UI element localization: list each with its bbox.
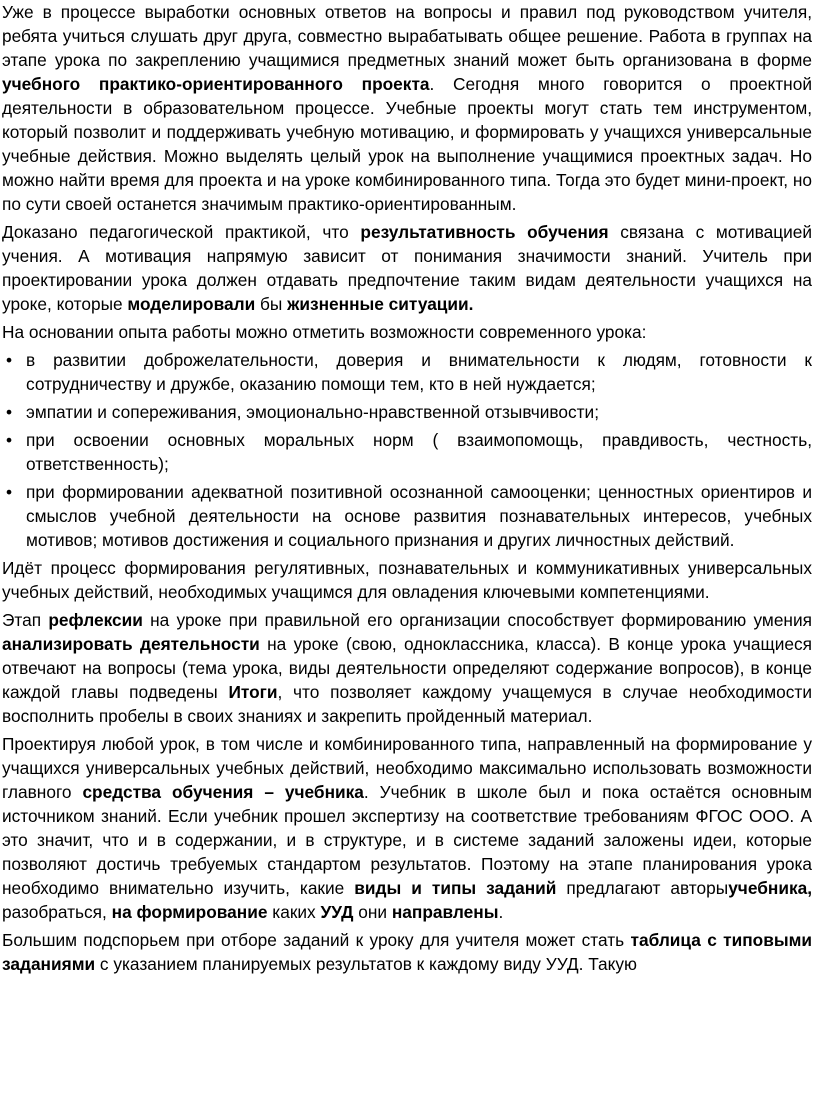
paragraph-lesson-possibilities-intro [2, 320, 812, 344]
bullet-icon: • [6, 430, 13, 450]
text-run: Доказано педагогической практикой, что [2, 222, 361, 242]
text-run: Большим подспорьем при отборе заданий к уроку для учителя может стать [2, 930, 631, 950]
list-item-text: в развитии доброжелательности, доверия и внимательности к людям, готовности к сотрудничеству и дружбе, оказанию помощи тем, кто в ней нуждается; [26, 350, 812, 394]
list-item [2, 428, 812, 476]
possibilities-list [2, 348, 812, 552]
list-item [2, 480, 812, 552]
bullet-icon: • [6, 350, 13, 370]
bold-text-run: анализировать деятельности [2, 634, 260, 654]
text-run: , что позволяет каждому учащемуся в случае необходимости восполнить пробелы в своих знаниях и закрепить пройденный материал. [2, 682, 812, 726]
text-run: Проектируя любой урок, в том числе и комбинированного типа, направленный на формирование у учащихся универсальных учебных действий, необходимо максимально использовать возможности главного [2, 734, 812, 802]
bold-text-run: моделировали [127, 294, 256, 314]
bullet-icon: • [6, 482, 13, 502]
paragraph-reflection [2, 608, 812, 728]
bold-text-run: УУД [320, 902, 354, 922]
bold-text-run: направлены [391, 902, 499, 922]
text-run: . Учебник в школе был и пока остаётся основным источником знаний. Если учебник прошел экспертизу на соответствие требованиям ФГОС ООО. А это значит, что и в содержании, и в структуре, и в системе заданий заложены идеи, которые позволяют достичь требуемых стандартом результатов. Поэтому на этапе планирования урока необходимо внимательно изучить, какие [2, 782, 812, 898]
bold-text-run: Итоги [228, 682, 278, 702]
paragraph-project-work [2, 0, 812, 216]
text-run: предлагают авторы [556, 878, 729, 898]
bold-text-run: учебного практико-ориентированного проекта [2, 74, 430, 94]
text-run: На основании опыта работы можно отметить возможности современного урока: [2, 322, 647, 342]
list-item-text: при освоении основных моральных норм ( взаимопомощь, правдивость, честность, ответственность); [26, 430, 812, 474]
text-run: Этап [2, 610, 49, 630]
bullet-icon: • [6, 402, 13, 422]
list-item [2, 400, 812, 424]
text-run: Уже в процессе выработки основных ответов на вопросы и правил под руководством учителя, ребята учиться слушать друг друга, совместно вырабатывать общее решение. Работа в группах на этапе урока по закреплению учащимися предметных знаний может быть организована в форме [2, 2, 812, 70]
text-run: . Сегодня много говорится о проектной деятельности в образовательном процессе. Учебные проекты могут стать тем инструментом, который позволит и поддерживать учебную мотивацию, и формировать у учащихся универсальные учебные действия. Можно выделять целый урок на выполнение учащимися проектных задач. Но можно найти время для проекта и на уроке комбинированного типа. Тогда это будет мини-проект, но по сути своей останется значимым практико-ориентированным. [2, 74, 812, 214]
bold-text-run: виды и типы заданий [354, 878, 557, 898]
text-run: с указанием планируемых результатов к каждому виду УУД. Такую [95, 954, 637, 974]
bold-text-run: учебника, [728, 878, 813, 898]
text-run: каких [267, 902, 321, 922]
text-run: связана с мотивацией учения. А мотивация напрямую зависит от понимания значимости знаний. Учитель при проектировании урока должен отдавать предпочтение таким видам деятельности учащихся на уроке, которые [2, 222, 813, 314]
text-run: Идёт процесс формирования регулятивных, познавательных и коммуникативных универсальных учебных действий, необходимых учащимся для овладения ключевыми компетенциями. [2, 558, 812, 602]
text-run: . [498, 902, 504, 922]
paragraph-learning-results [2, 220, 812, 316]
bold-text-run: рефлексии [48, 610, 143, 630]
text-run: на уроке при правильной его организации способствует формированию умения [142, 610, 812, 630]
paragraph-textbook [2, 732, 812, 924]
list-item [2, 348, 812, 396]
text-run: разобраться, [2, 902, 112, 922]
text-run: на уроке (свою, одноклассника, класса). В конце урока учащиеся отвечают на вопросы (тема урока, виды деятельности определяют содержание вопросов), в конце каждой главы подведены [2, 634, 812, 702]
text-run: они [353, 902, 392, 922]
paragraph-uud-formation [2, 556, 812, 604]
bold-text-run: таблица с типовыми заданиями [2, 930, 813, 974]
bold-text-run: результативность обучения [360, 222, 609, 242]
list-item-text: эмпатии и сопереживания, эмоционально-нравственной отзывчивости; [26, 402, 600, 422]
bold-text-run: на формирование [111, 902, 268, 922]
paragraph-task-table [2, 928, 812, 976]
bold-text-run: средства обучения – учебника [82, 782, 364, 802]
text-run: бы [255, 294, 288, 314]
list-item-text: при формировании адекватной позитивной осознанной самооценки; ценностных ориентиров и смыслов учебной деятельности на основе развития познавательных интересов, учебных мотивов; мотивов достижения и социального признания и других личностных действий. [26, 482, 812, 550]
bold-text-run: жизненные ситуации. [287, 294, 474, 314]
